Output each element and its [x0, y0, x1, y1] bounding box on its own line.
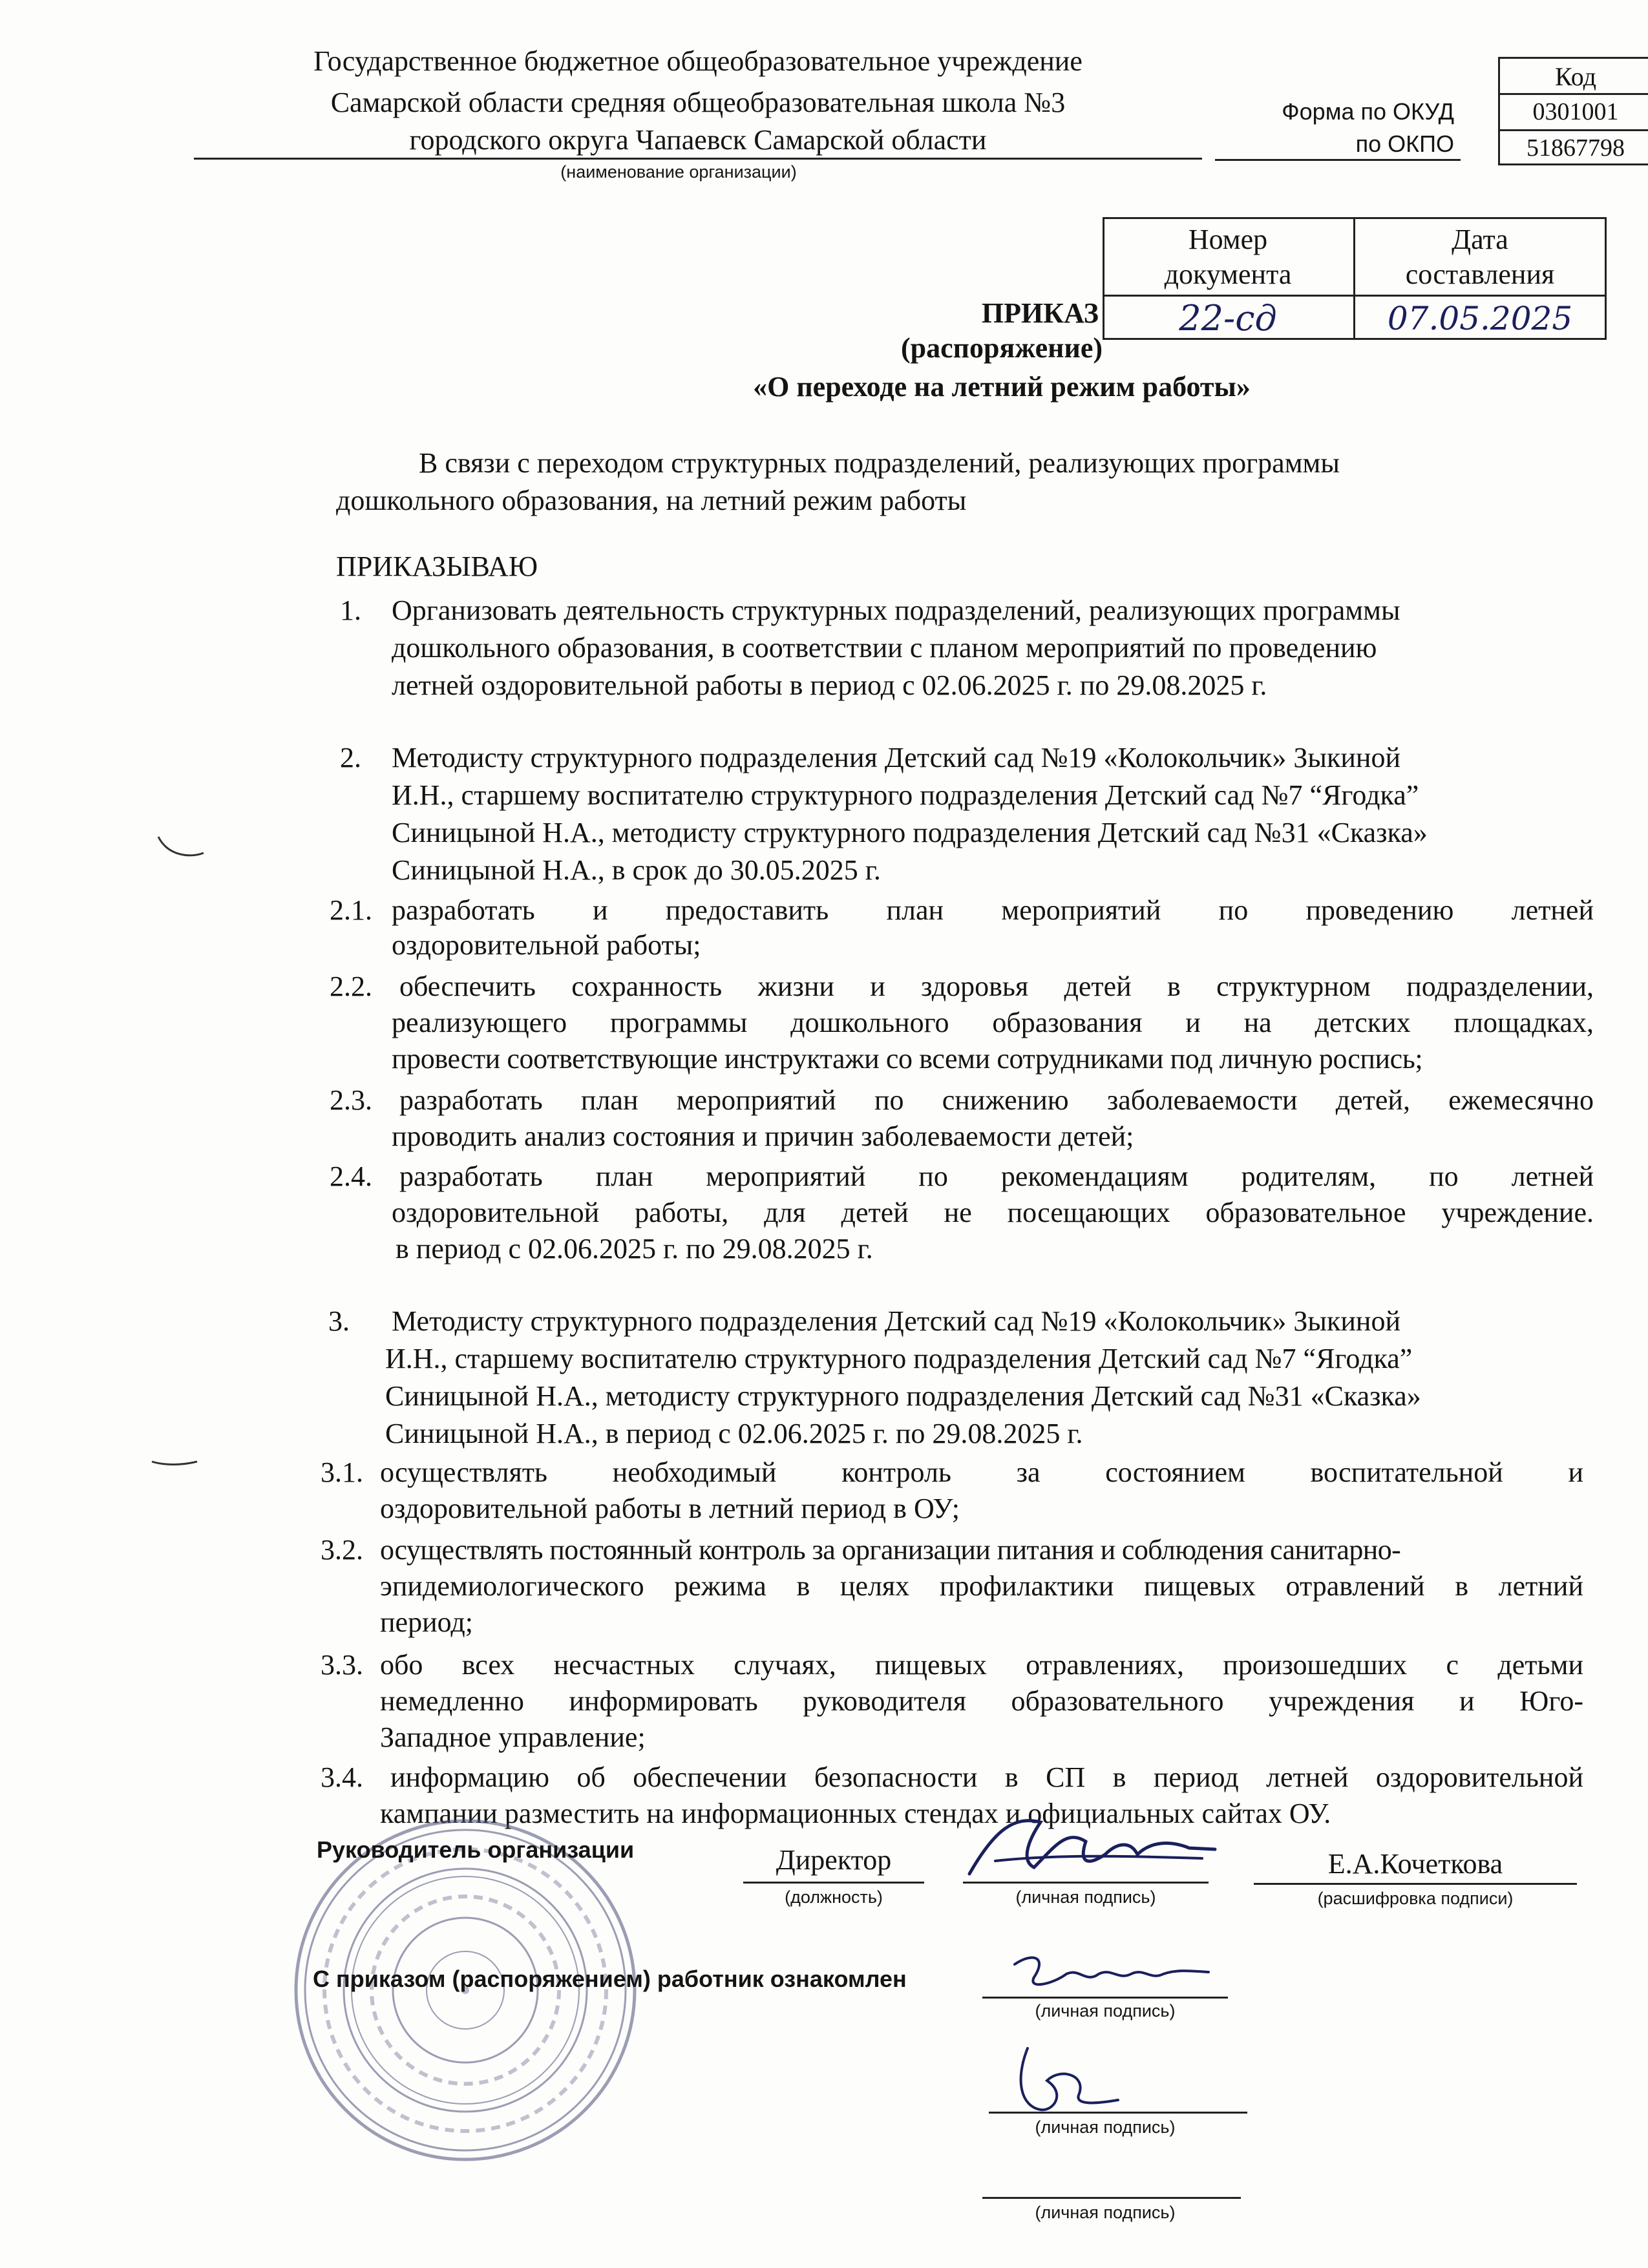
- org-name-caption: (наименование организации): [560, 162, 797, 182]
- number-header-line-2: документа: [1164, 258, 1292, 290]
- subitem-2-2-line: обеспечить сохранность жизни и здоровья детей в структурном подразделении,: [399, 971, 1594, 1002]
- subitem-2-1-line: оздоровительной работы;: [392, 929, 701, 961]
- item-2-line: Синицыной Н.А., методисту структурного подразделения Детский сад №31 «Сказка»: [392, 817, 1428, 848]
- subitem-2-3-line: разработать план мероприятий по снижению заболеваемости детей, ежемесячно: [399, 1084, 1594, 1116]
- intro-line-2: дошкольного образования, на летний режим работы: [336, 485, 967, 516]
- subitem-3-3-line: Западное управление;: [380, 1721, 646, 1753]
- head-of-organization-label: Руководитель организации: [317, 1836, 635, 1863]
- subitem-3-3-line: немедленно информировать руководителя образовательного учреждения и Юго-: [380, 1685, 1583, 1717]
- okpo-label-underline: [1215, 159, 1461, 161]
- number-header-line-1: Номер: [1188, 224, 1268, 255]
- date-header-line-1: Дата: [1452, 224, 1508, 255]
- subitem-3-4-line: информацию об обеспечении безопасности в СП в период летней оздоровительной: [390, 1761, 1583, 1793]
- subitem-2-4-line: в период с 02.06.2025 г. по 29.08.2025 г.: [396, 1233, 873, 1265]
- subitem-2-3-number: 2.3.: [330, 1084, 372, 1116]
- subitem-3-2-line: осуществлять постоянный контроль за организации питания и соблюдения санитарно-: [380, 1534, 1401, 1566]
- order-subject: «О переходе на летний режим работы»: [753, 371, 1251, 403]
- order-subtitle: (распоряжение): [900, 332, 1103, 364]
- document-date-handwritten: 07.05.2025: [1387, 300, 1573, 337]
- director-signature-caption: (личная подпись): [1015, 1887, 1156, 1907]
- item-1-line: Организовать деятельность структурных подразделений, реализующих программы: [392, 594, 1400, 626]
- org-name-underline: [194, 158, 1202, 160]
- item-3-line: Методисту структурного подразделения Детский сад №19 «Колокольчик» Зыкиной: [392, 1305, 1400, 1337]
- employee-signature-3-caption: (личная подпись): [1035, 2203, 1176, 2222]
- employee-signature-2-caption: (личная подпись): [1035, 2117, 1176, 2137]
- acknowledgement-label: С приказом (распоряжением) работник ознакомлен: [313, 1966, 907, 1992]
- subitem-3-3-number: 3.3.: [321, 1649, 363, 1681]
- item-1-line: летней оздоровительной работы в период с 02.06.2025 г. по 29.08.2025 г.: [392, 669, 1267, 701]
- director-name-caption: (расшифровка подписи): [1317, 1889, 1514, 1908]
- date-header-line-2: составления: [1405, 258, 1555, 290]
- director-name-underline: [1254, 1883, 1577, 1885]
- position-director: Директор: [776, 1844, 892, 1876]
- okpo-label: по ОКПО: [1355, 131, 1454, 157]
- employee-signature-3-underline: [982, 2197, 1241, 2199]
- org-name-line-3: городского округа Чапаевск Самарской области: [409, 124, 987, 156]
- employee-signature-2-underline: [989, 2112, 1247, 2114]
- doc-table-horizontal-divider: [1103, 295, 1607, 297]
- order-word: ПРИКАЗЫВАЮ: [336, 551, 538, 582]
- intro-line-1: В связи с переходом структурных подразделений, реализующих программы: [419, 447, 1340, 479]
- punch-hole-mark: [149, 1447, 200, 1473]
- subitem-2-2-line: реализующего программы дошкольного образования и на детских площадках,: [392, 1007, 1594, 1038]
- employee-signature-1: [1008, 1945, 1215, 2003]
- item-3-line: И.Н., старшему воспитателю структурного подразделения Детский сад №7 “Ягодка”: [385, 1343, 1413, 1374]
- subitem-3-2-line: эпидемиологического режима в целях профилактики пищевых отравлений в летний: [380, 1570, 1583, 1602]
- document-number-handwritten: 22-сд: [1179, 298, 1277, 339]
- subitem-2-2-number: 2.2.: [330, 971, 372, 1002]
- subitem-2-1-number: 2.1.: [330, 894, 372, 926]
- subitem-3-4-line: кампании разместить на информационных стендах и официальных сайтах ОУ.: [380, 1798, 1331, 1829]
- director-signature: [956, 1803, 1228, 1887]
- subitem-3-2-line: период;: [380, 1606, 473, 1638]
- org-name-line-1: Государственное бюджетное общеобразовательное учреждение: [313, 45, 1083, 77]
- item-3-number: 3.: [328, 1305, 350, 1337]
- punch-hole-mark: [155, 834, 207, 859]
- subitem-2-4-line: разработать план мероприятий по рекомендациям родителям, по летней: [399, 1160, 1594, 1192]
- position-underline: [743, 1882, 924, 1884]
- subitem-2-2-line: провести соответствующие инструктажи со всеми сотрудниками под личную роспись;: [392, 1043, 1423, 1075]
- subitem-3-1-line: оздоровительной работы в летний период в ОУ;: [380, 1493, 960, 1524]
- employee-signature-1-underline: [982, 1997, 1228, 1999]
- org-name-line-2: Самарской области средняя общеобразовательная школа №3: [330, 87, 1066, 118]
- item-2-number: 2.: [340, 742, 361, 773]
- item-2-line: Синицыной Н.А., в срок до 30.05.2025 г.: [392, 854, 881, 886]
- item-2-line: Методисту структурного подразделения Детский сад №19 «Колокольчик» Зыкиной: [392, 742, 1400, 773]
- okud-label: Форма по ОКУД: [1282, 98, 1454, 125]
- subitem-2-3-line: проводить анализ состояния и причин заболеваемости детей;: [392, 1120, 1134, 1152]
- director-name: Е.А.Кочеткова: [1327, 1848, 1503, 1880]
- subitem-3-4-number: 3.4.: [321, 1761, 363, 1793]
- subitem-3-1-number: 3.1.: [321, 1456, 363, 1488]
- item-1-number: 1.: [340, 594, 361, 626]
- item-2-line: И.Н., старшему воспитателю структурного подразделения Детский сад №7 “Ягодка”: [392, 779, 1419, 811]
- subitem-3-1-line: осуществлять необходимый контроль за состоянием воспитательной и: [380, 1456, 1583, 1488]
- director-signature-underline: [963, 1882, 1209, 1884]
- item-3-line: Синицыной Н.А., в период с 02.06.2025 г. по 29.08.2025 г.: [385, 1418, 1083, 1449]
- okpo-code: 51867798: [1527, 134, 1625, 162]
- subitem-3-2-number: 3.2.: [321, 1534, 363, 1566]
- subitem-3-3-line: обо всех несчастных случаях, пищевых отравлениях, произошедших с детьми: [380, 1649, 1583, 1681]
- subitem-2-4-line: оздоровительной работы, для детей не посещающих образовательное учреждение.: [392, 1197, 1594, 1228]
- item-3-line: Синицыной Н.А., методисту структурного подразделения Детский сад №31 «Сказка»: [385, 1380, 1421, 1412]
- employee-signature-1-caption: (личная подпись): [1035, 2001, 1176, 2021]
- subitem-2-4-number: 2.4.: [330, 1160, 372, 1192]
- okud-code: 0301001: [1532, 98, 1619, 125]
- item-1-line: дошкольного образования, в соответствии с планом мероприятий по проведению: [392, 632, 1377, 664]
- employee-signature-2: [1008, 2042, 1137, 2119]
- order-title: ПРИКАЗ: [981, 297, 1099, 329]
- position-caption: (должность): [785, 1887, 883, 1907]
- subitem-2-1-line: разработать и предоставить план мероприятий по проведению летней: [392, 894, 1594, 926]
- code-header: Код: [1555, 62, 1596, 91]
